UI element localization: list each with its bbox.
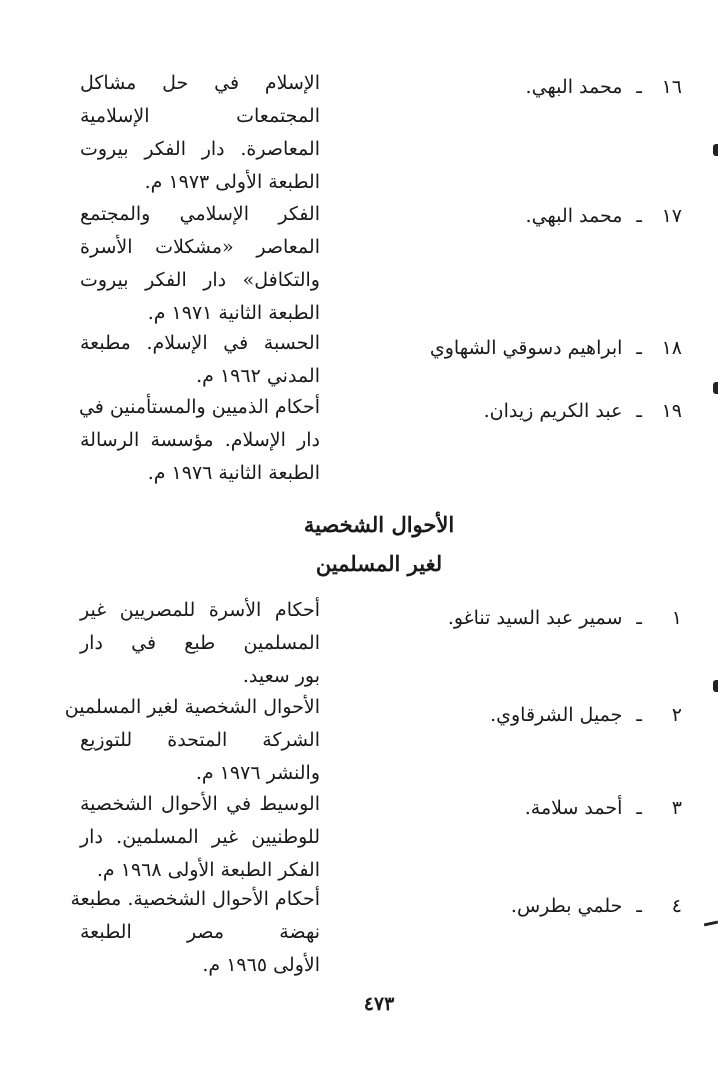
entry-work: أحكام الأسرة للمصريين غير المسلمين طبع في دار بور سعيد. — [80, 599, 320, 687]
entry-number: ٢ — [671, 704, 682, 726]
section-heading: الأحوال الشخصية — [303, 512, 455, 537]
author-name: محمد البهي. — [525, 205, 623, 227]
scan-edge-mark — [713, 144, 718, 156]
entry-author: ٢ـجميل الشرقاوي. — [352, 699, 682, 732]
scan-edge-mark — [713, 382, 718, 394]
entry-work: الفكر الإسلامي والمجتمع المعاصر «مشكلات الأسرة والتكافل» دار الفكر بيروت الطبعة الثانية ١٩٧١ م. — [80, 203, 320, 324]
entry-work: أحكام الذميين والمستأمنين في دار الإسلام. مؤسسة الرسالة الطبعة الثانية ١٩٧٦ م. — [78, 396, 320, 484]
author-name: سمير عبد السيد تناغو. — [447, 607, 623, 629]
section-subheading: لغير المسلمين — [315, 551, 443, 576]
entry-author: ١٦ـمحمد البهي. — [352, 71, 682, 104]
entry-work: الوسيط في الأحوال الشخصية للوطنيين غير المسلمين. دار الفكر الطبعة الأولى ١٩٦٨ م. — [80, 793, 320, 881]
author-name: ابراهيم دسوقي الشهاوي — [429, 337, 623, 359]
entry-author: ١٩ـعبد الكريم زيدان. — [352, 395, 682, 428]
entry-work: الأحوال الشخصية لغير المسلمين الشركة المتحدة للتوزيع والنشر ١٩٧٦ م. — [64, 696, 320, 784]
page-number: ٤٧٣ — [363, 993, 395, 1015]
entry-number: ١٩ — [661, 400, 682, 422]
entry-author: ١٧ـمحمد البهي. — [352, 200, 682, 233]
author-name: أحمد سلامة. — [524, 797, 623, 819]
author-name: عبد الكريم زيدان. — [483, 400, 623, 422]
entry-author: ١ـسمير عبد السيد تناغو. — [352, 602, 682, 635]
entry-work: الإسلام في حل مشاكل المجتمعات الإسلامية المعاصرة. دار الفكر بيروت الطبعة الأولى ١٩٧٣ م. — [80, 72, 320, 193]
entry-number: ١٧ — [661, 205, 682, 227]
entry-work: أحكام الأحوال الشخصية. مطبعة نهضة مصر الطبعة الأولى ١٩٦٥ م. — [70, 888, 320, 976]
entry-author: ٣ـأحمد سلامة. — [352, 792, 682, 825]
author-name: محمد البهي. — [525, 76, 623, 98]
entry-work: الحسبة في الإسلام. مطبعة المدني ١٩٦٢ م. — [80, 332, 320, 387]
author-name: جميل الشرقاوي. — [490, 704, 623, 726]
entry-author: ٤ـحلمي بطرس. — [352, 890, 682, 923]
scan-edge-mark — [704, 921, 718, 927]
entry-number: ١٦ — [661, 76, 682, 98]
entry-number: ٣ — [671, 797, 682, 819]
entry-number: ٤ — [671, 895, 682, 917]
entry-number: ١ — [671, 607, 682, 629]
scan-edge-mark — [713, 680, 718, 692]
entry-number: ١٨ — [661, 337, 682, 359]
entry-author: ١٨ـابراهيم دسوقي الشهاوي — [352, 332, 682, 365]
author-name: حلمي بطرس. — [510, 895, 623, 917]
